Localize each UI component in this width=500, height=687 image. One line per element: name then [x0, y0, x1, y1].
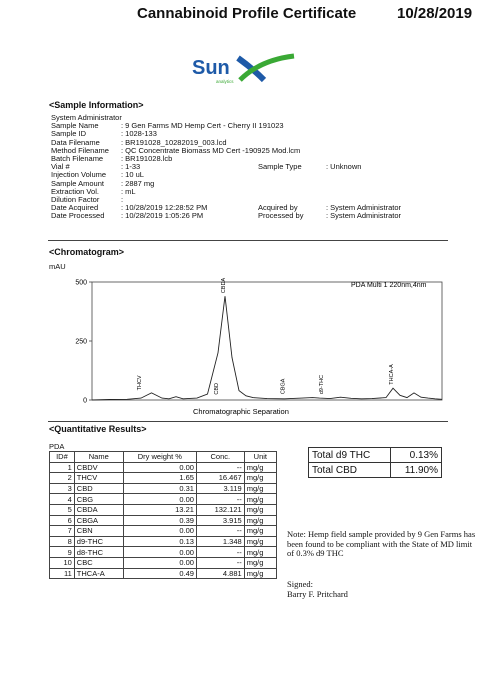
results-cell-dry: 0.00	[123, 547, 196, 558]
results-column-header: Name	[74, 452, 123, 463]
divider-1	[48, 240, 448, 241]
processed-by-label: Processed by	[258, 211, 304, 220]
results-cell-unit: mg/g	[244, 462, 276, 473]
sample-info-label: Sample Amount	[51, 178, 104, 188]
results-cell-name: CBC	[74, 557, 123, 568]
sample-info-value: :	[121, 195, 124, 204]
peak-label: d9-THC	[319, 374, 325, 395]
results-cell-name: CBD	[74, 483, 123, 494]
results-cell-conc: 3.915	[196, 515, 244, 526]
sample-info-value: : 2887 mg	[121, 178, 155, 188]
results-cell-dry: 0.00	[123, 494, 196, 505]
results-row	[50, 547, 277, 558]
sample-info-label: Injection Volume	[51, 170, 107, 180]
results-row	[50, 494, 277, 505]
acquired-by-value: : System Administrator	[326, 203, 402, 212]
results-cell-dry: 0.39	[123, 515, 196, 526]
chromatogram-legend: PDA Multi 1 220nm,4nm	[351, 282, 427, 289]
results-cell-name: CBN	[74, 526, 123, 537]
results-cell-dry: 0.00	[123, 557, 196, 568]
total-cbd-label: Total CBD	[309, 463, 391, 478]
quant-heading: <Quantitative Results>	[49, 424, 147, 434]
peak-label: CBGA	[280, 378, 287, 395]
results-cell-unit: mg/g	[244, 494, 276, 505]
results-cell-unit: mg/g	[244, 526, 276, 537]
chromatogram-chart	[40, 272, 460, 422]
results-row	[50, 557, 277, 568]
results-column-header: ID#	[50, 452, 75, 463]
results-cell-name: d9-THC	[74, 536, 123, 547]
results-cell-unit: mg/g	[244, 483, 276, 494]
pda-label: PDA	[49, 442, 65, 451]
results-cell-conc: --	[196, 494, 244, 505]
peak-label: CBD	[214, 383, 220, 395]
results-cell-conc: --	[196, 557, 244, 568]
results-cell-unit: mg/g	[244, 515, 276, 526]
total-thc-label: Total d9 THC	[309, 448, 391, 463]
sample-info-label: Vial #	[51, 162, 70, 172]
results-row	[50, 568, 277, 579]
results-cell-id: 7	[50, 526, 75, 537]
divider-2	[48, 421, 448, 422]
results-row	[50, 515, 277, 526]
sample-info-value: : QC Concentrate Biomass MD Cert -190925 Mod.lcm	[121, 145, 301, 155]
results-cell-dry: 0.31	[123, 483, 196, 494]
results-cell-conc: --	[196, 547, 244, 558]
results-header-row	[50, 452, 277, 463]
results-column-header: Conc.	[196, 452, 244, 463]
results-cell-id: 9	[50, 547, 75, 558]
peak-label: THCA-A	[389, 364, 395, 385]
logo-text: Sun	[192, 57, 230, 79]
sample-info-label: Dilution Factor	[51, 195, 100, 204]
results-cell-id: 2	[50, 473, 75, 484]
sample-info-label: System Administrator	[51, 113, 122, 122]
compliance-note: Note: Hemp field sample provided by 9 Gen Farms has been found to be compliant with the State of MD limit of 0.3% d9 THC	[287, 529, 476, 558]
results-cell-name: THCV	[74, 473, 123, 484]
results-cell-dry: 0.49	[123, 568, 196, 579]
results-cell-conc: 1.348	[196, 536, 244, 547]
sample-info-value: : mL	[121, 186, 136, 196]
sample-info-label: Sample Name	[51, 121, 99, 131]
results-cell-id: 6	[50, 515, 75, 526]
signer-name: Barry F. Pritchard	[287, 589, 348, 599]
results-column-header: Unit	[244, 452, 276, 463]
y-tick-label: 500	[75, 279, 87, 287]
results-cell-dry: 0.13	[123, 536, 196, 547]
processed-by-value: : System Administrator	[326, 211, 402, 220]
sample-info-row	[51, 212, 203, 220]
sunx-logo	[190, 52, 310, 88]
results-cell-conc: --	[196, 462, 244, 473]
results-row	[50, 462, 277, 473]
sample-info-heading: <Sample Information>	[49, 100, 144, 110]
total-cbd-row	[309, 463, 442, 478]
results-cell-name: THCA-A	[74, 568, 123, 579]
chromatogram-unit: mAU	[49, 262, 66, 271]
sample-info-value: : 10/28/2019 12:28:52 PM	[121, 203, 208, 213]
results-row	[50, 536, 277, 547]
results-column-header: Dry weight %	[123, 452, 196, 463]
sample-info-value: : 9 Gen Farms MD Hemp Cert - Cherry II 191023	[121, 121, 284, 131]
results-cell-id: 1	[50, 462, 75, 473]
results-cell-name: d8-THC	[74, 547, 123, 558]
results-cell-unit: mg/g	[244, 547, 276, 558]
peak-label: CBDA	[221, 277, 227, 294]
sample-info-label: Batch Filename	[51, 154, 104, 163]
total-cbd-value: 11.90%	[391, 463, 442, 478]
results-table	[49, 451, 277, 579]
results-cell-name: CBDA	[74, 504, 123, 515]
sample-info-label: Extraction Vol.	[51, 186, 99, 196]
results-cell-id: 5	[50, 504, 75, 515]
sample-type-value: : Unknown	[326, 162, 362, 171]
results-cell-name: CBDV	[74, 462, 123, 473]
results-row	[50, 483, 277, 494]
total-thc-value: 0.13%	[391, 448, 442, 463]
results-cell-conc: 16.467	[196, 473, 244, 484]
results-cell-unit: mg/g	[244, 557, 276, 568]
sample-info-value: : BR191028.lcb	[121, 154, 173, 163]
total-thc-row	[309, 448, 442, 463]
chromatogram-xlabel: Chromatographic Separation	[193, 407, 289, 416]
results-cell-dry: 0.00	[123, 526, 196, 537]
chromatogram-heading: <Chromatogram>	[49, 247, 125, 257]
results-cell-name: CBGA	[74, 515, 123, 526]
sample-info-label: Sample ID	[51, 129, 87, 139]
logo-subtext: analytics	[216, 79, 234, 84]
y-tick-label: 250	[75, 338, 87, 346]
sample-info-label: Date Acquired	[51, 203, 99, 213]
results-cell-unit: mg/g	[244, 473, 276, 484]
results-cell-name: CBG	[74, 494, 123, 505]
results-cell-dry: 1.65	[123, 473, 196, 484]
results-cell-id: 8	[50, 536, 75, 547]
totals-table	[308, 447, 442, 478]
sample-info-value: : BR191028_10282019_003.lcd	[121, 137, 227, 147]
results-cell-unit: mg/g	[244, 536, 276, 547]
results-cell-conc: 132.121	[196, 504, 244, 515]
sample-info-label: Data Filename	[51, 137, 100, 147]
results-cell-id: 11	[50, 568, 75, 579]
sample-info-label: Method Filename	[51, 145, 109, 155]
results-cell-conc: --	[196, 526, 244, 537]
sample-info-value: : 10 uL	[121, 170, 144, 180]
results-cell-conc: 3.119	[196, 483, 244, 494]
signed-label: Signed:	[287, 579, 313, 589]
y-tick-label: 0	[83, 397, 87, 405]
sample-info-label: Date Processed	[51, 211, 105, 221]
results-cell-unit: mg/g	[244, 568, 276, 579]
sample-info-value: : 10/28/2019 1:05:26 PM	[121, 211, 204, 221]
results-row	[50, 504, 277, 515]
results-cell-dry: 0.00	[123, 462, 196, 473]
certificate-date: 10/28/2019	[397, 5, 473, 22]
peak-label: THCV	[137, 375, 143, 391]
sample-info-block	[51, 114, 471, 224]
results-row	[50, 473, 277, 484]
sample-type-label: Sample Type	[258, 162, 302, 171]
results-cell-conc: 4.881	[196, 568, 244, 579]
sample-info-value: : 1-33	[121, 162, 141, 172]
results-cell-id: 3	[50, 483, 75, 494]
results-row	[50, 526, 277, 537]
results-cell-id: 4	[50, 494, 75, 505]
results-cell-dry: 13.21	[123, 504, 196, 515]
acquired-by-label: Acquired by	[258, 203, 298, 212]
certificate-title: Cannabinoid Profile Certificate	[137, 5, 357, 22]
results-cell-unit: mg/g	[244, 504, 276, 515]
results-cell-id: 10	[50, 557, 75, 568]
sample-info-value: : 1028-133	[121, 129, 157, 139]
